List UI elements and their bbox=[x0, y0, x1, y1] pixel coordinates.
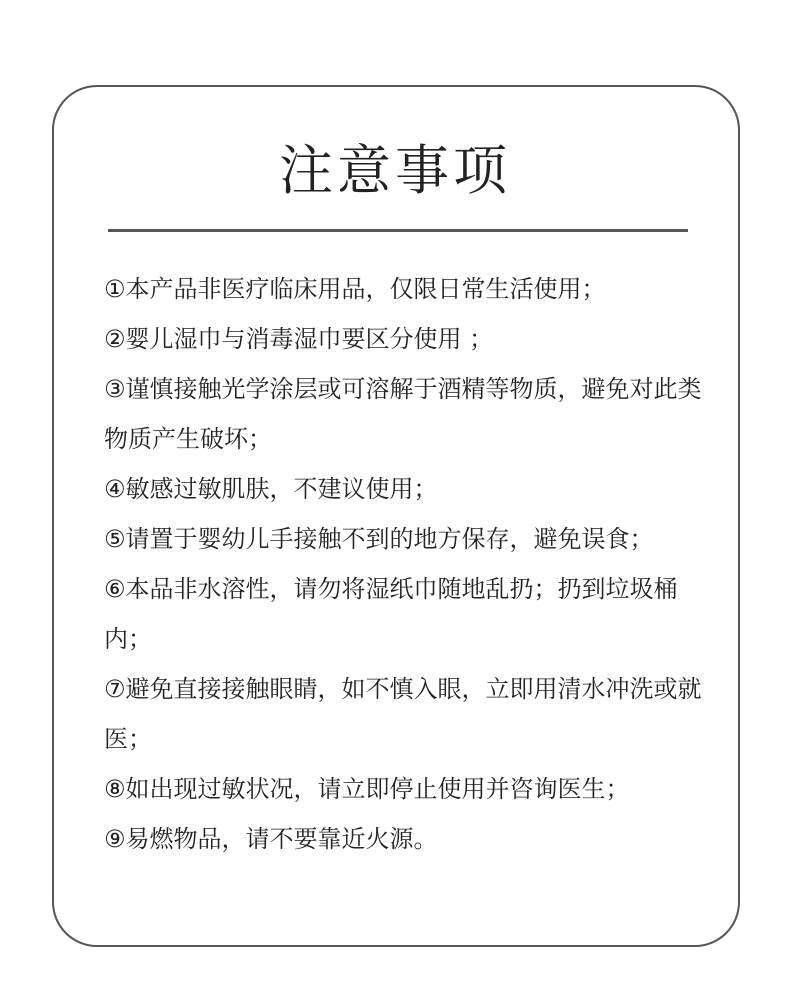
notice-item-8: ⑧如出现过敏状况，请立即停止使用并咨询医生； bbox=[104, 775, 630, 803]
notice-item-5: ⑤请置于婴幼儿手接触不到的地方保存，避免误食； bbox=[104, 525, 654, 553]
title-divider bbox=[108, 229, 688, 232]
notice-list bbox=[104, 264, 716, 864]
notice-item-6: ⑥本品非水溶性，请勿将湿纸巾随地乱扔；扔到垃圾桶内； bbox=[104, 575, 678, 653]
notice-item-1: ①本产品非医疗临床用品，仅限日常生活使用； bbox=[104, 275, 606, 303]
notice-item-3: ③谨慎接触光学涂层或可溶解于酒精等物质，避免对此类物质产生破坏； bbox=[104, 375, 702, 453]
notice-item-2: ②婴儿湿巾与消毒湿巾要区分使用 ； bbox=[104, 325, 494, 353]
notice-item-7: ⑦避免直接接触眼睛，如不慎入眼，立即用清水冲洗或就医； bbox=[104, 675, 702, 753]
notice-item-4: ④敏感过敏肌肤，不建议使用； bbox=[104, 475, 438, 503]
notice-item-9: ⑨易燃物品，请不要靠近火源。 bbox=[104, 825, 438, 853]
notice-title: 注意事项 bbox=[279, 139, 511, 202]
